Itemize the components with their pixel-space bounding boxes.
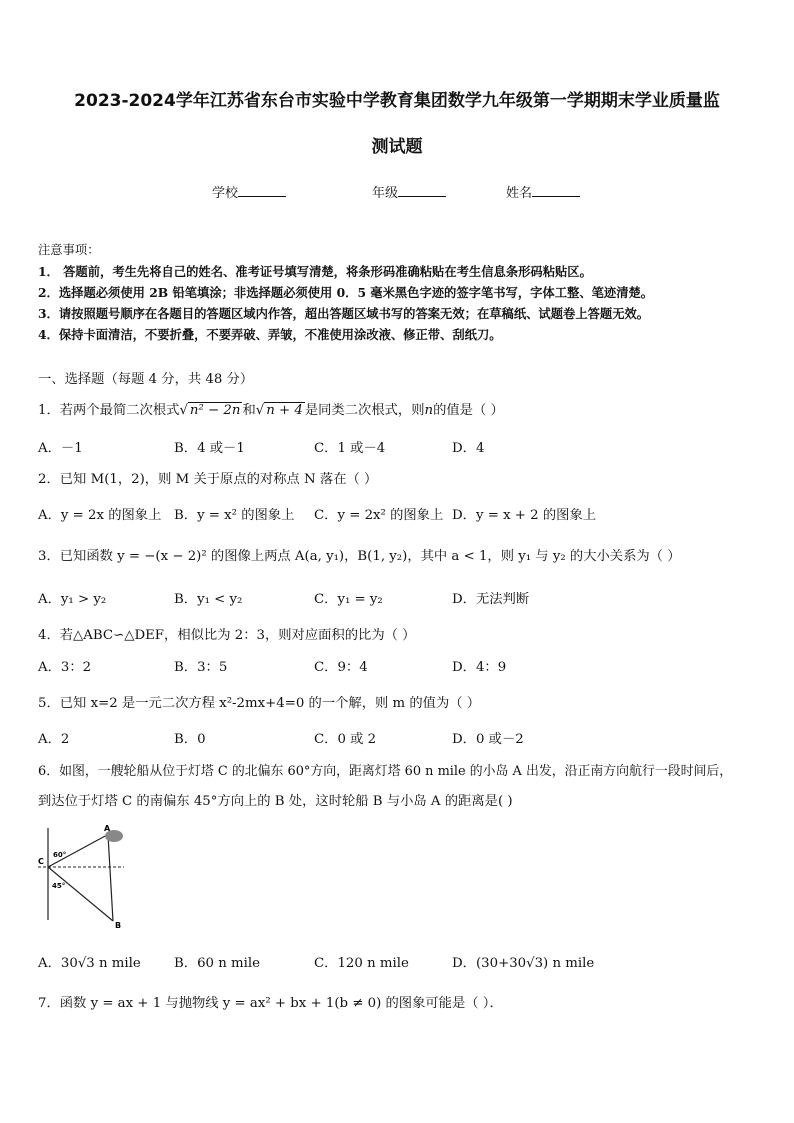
q1-radicand-2: n + 4 [266,403,303,418]
school-field[interactable] [212,182,286,201]
q1-option-b[interactable]: B．4 或－1 [174,441,245,456]
q2-option-d[interactable]: D．y = x + 2 的图象上 [452,508,597,523]
label-c: C [38,857,44,866]
q3-option-c[interactable]: C．y₁ = y₂ [314,592,383,607]
q1-option-d[interactable]: D．4 [452,441,485,456]
q1-text-a: 1．若两个最简二次根式 [38,403,180,418]
question-7-stem: 7．函数 y = ax + 1 与抛物线 y = ax² + bx + 1(b ≠ 0) 的图象可能是（ ）． [38,996,503,1011]
notice-item-4: 4．保持卡面清洁，不要折叠，不要弄破、弄皱，不准使用涂改液、修正带、刮纸刀。 [38,327,502,342]
lighthouse-diagram [34,820,134,932]
q5-option-d[interactable]: D．0 或－2 [452,732,524,747]
name-label: 姓名 [506,186,533,201]
label-45: 45° [52,882,66,890]
question-1-stem [38,399,504,418]
q5-option-a[interactable]: A．2 [38,732,70,747]
question-2-stem: 2．已知 M(1，2)，则 M 关于原点的对称点 N 落在（ ） [38,472,378,487]
document-title [30,78,764,170]
title-line-1: 2023-2024学年江苏省东台市实验中学教育集团数学九年级第一学期期末学业质量监 [74,91,720,111]
q1-option-a[interactable]: A．－1 [38,441,83,456]
q1-option-c[interactable]: C．1 或－4 [314,441,386,456]
segment-cb [48,867,113,921]
q3-option-a[interactable]: A．y₁ > y₂ [38,592,107,607]
q3-option-d[interactable]: D．无法判断 [452,592,530,607]
q1-text-mid: 和 [242,403,256,418]
q2-option-b[interactable]: B．y = x² 的图象上 [174,508,295,523]
sqrt-sign: √ [255,403,265,418]
label-60: 60° [53,851,67,859]
question-3-stem: 3．已知函数 y = −(x − 2)² 的图像上两点 A(a, y₁)，B(1, y₂)，其中 a < 1，则 y₁ 与 y₂ 的大小关系为（ ） [38,549,681,564]
school-label: 学校 [212,186,239,201]
q4-option-d[interactable]: D．4：9 [452,660,507,675]
q6-option-b[interactable]: B．60 n mile [174,956,260,971]
notice-item-3: 3．请按照题号顺序在各题目的答题区域内作答，超出答题区域书写的答案无效；在草稿纸、试题卷上答题无效。 [38,306,650,321]
q4-option-b[interactable]: B．3：5 [174,660,228,675]
segment-ab [108,835,113,921]
q4-option-a[interactable]: A．3：2 [38,660,92,675]
notice-item-2: 2．选择题必须使用 2B 铅笔填涂；非选择题必须使用 0．5 毫米黑色字迹的签字笔书写，字体工整、笔迹清楚。 [38,285,654,300]
label-a: A [104,824,111,833]
question-6-line-1: 6．如图，一艘轮船从位于灯塔 C 的北偏东 60°方向，距离灯塔 60 n mile 的小岛 A 出发，沿正南方向航行一段时间后， [38,764,733,779]
question-5-stem: 5．已知 x=2 是一元二次方程 x²-2mx+4=0 的一个解，则 m 的值为（ ） [38,696,481,711]
q2-option-c[interactable]: C．y = 2x² 的图象上 [314,508,444,523]
q2-option-a[interactable]: A．y = 2x 的图象上 [38,508,162,523]
q4-option-c[interactable]: C．9：4 [314,660,368,675]
question-6-line-2: 到达位于灯塔 C 的南偏东 45°方向上的 B 处，这时轮船 B 与小岛 A 的距离是( ) [38,794,513,809]
q1-variable: n [424,403,434,418]
q6-option-c[interactable]: C．120 n mile [314,956,409,971]
notice-block [38,240,653,345]
section-heading: 一、选择题（每题 4 分，共 48 分） [38,372,254,387]
label-b: B [115,921,122,930]
question-4-stem: 4．若△ABC∽△DEF，相似比为 2：3，则对应面积的比为（ ） [38,628,416,643]
q1-text-c: 的值是（ ） [433,403,504,418]
q1-text-b: 是同类二次根式，则 [304,403,425,418]
q5-option-b[interactable]: B．0 [174,732,206,747]
q1-radicand-1: n² − 2n [189,403,241,418]
name-field[interactable] [506,182,580,201]
q5-option-c[interactable]: C．0 或 2 [314,732,377,747]
q3-option-b[interactable]: B．y₁ < y₂ [174,592,243,607]
notice-heading: 注意事项： [38,243,100,257]
q6-option-a[interactable]: A．30√3 n mile [38,956,141,971]
notice-item-1: 1． 答题前，考生先将自己的姓名、准考证号填写清楚，将条形码准确粘贴在考生信息条形码粘贴区。 [38,264,592,279]
title-line-2: 测试题 [371,137,423,157]
q6-option-d[interactable]: D．(30+30√3) n mile [452,956,595,971]
grade-label: 年级 [372,186,399,201]
grade-field[interactable] [372,182,446,201]
sqrt-sign: √ [179,403,188,418]
